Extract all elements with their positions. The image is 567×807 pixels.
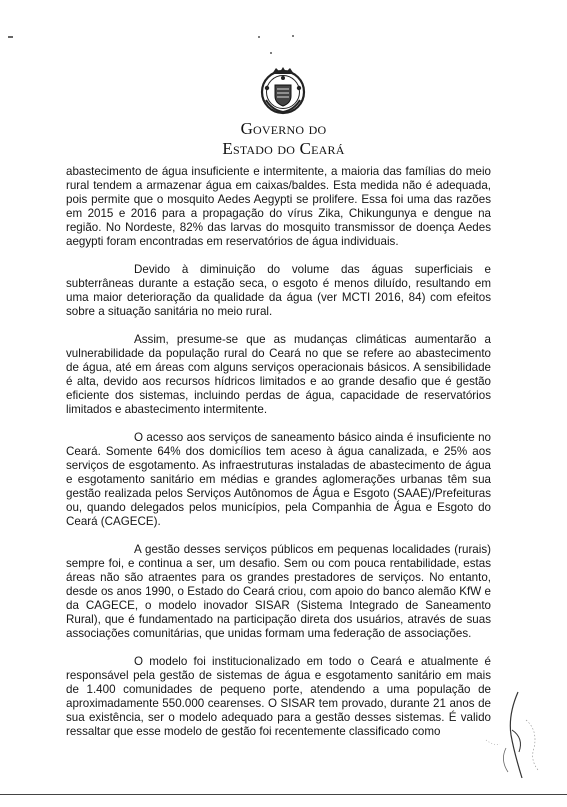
header-state: Estado do Ceará <box>222 139 345 158</box>
paragraph-1: abastecimento de água insuficiente e intermitente, a maioria das famílias do meio rural tendem a armazenar água em caixas/baldes. Esta medida não é adequada, pois permite que o mosquito Aedes Aegypti se prolifere. Essa foi uma das razões em 2015 e 2016 para a propagação do vírus Zika, Chikungunya e dengue na região. No Nordeste, 82% das larvas do mosquito transmissor de doença Aedes aegypti foram encontradas em reservatórios de água individuais. <box>66 165 491 248</box>
paragraph-2: Devido à diminuição do volume das águas superficiais e subterrâneas durante a estação seca, o esgoto é menos diluído, resultando em uma maior deterioração da qualidade da água (ver MCTI 2016, 84) com efeitos sobre a situação sanitária no meio rural. <box>66 263 491 318</box>
scan-speck <box>292 35 294 37</box>
scan-speck <box>258 36 260 38</box>
paragraph-6: O modelo foi institucionalizado em todo o Ceará e atualmente é responsável pela gestão de sistemas de água e esgotamento sanitário em mais de 1.400 comunidades de pequeno porte, atendendo a uma população de aproximadamente 550.000 cearenses. O SISAR tem provado, durante 21 anos de sua existência, ser o modelo adequado para a gestão desses sistemas. É valido ressaltar que esse modelo de gestão foi recentemente classificado como <box>66 655 491 738</box>
document-body <box>66 165 491 753</box>
scan-mark <box>8 36 13 38</box>
paragraph-3: Assim, presume-se que as mudanças climáticas aumentarão a vulnerabilidade da população rural do Ceará no que se refere ao abastecimento de água, até em áreas com alguns serviços operacionais básicos. A sensibilidade é alta, devido aos recursos hídricos limitados e ao grande desafio que é gestão eficiente dos sistemas, incluindo perdas de água, capacidade de reservatórios limitados e abastecimento intermitente. <box>66 333 491 416</box>
header-government: Governo do <box>240 119 327 138</box>
page-bottom-edge <box>0 794 567 795</box>
paragraph-4: O acesso aos serviços de saneamento básico ainda é insuficiente no Ceará. Somente 64% dos domicílios tem aceso à água canalizada, e 25% aos serviços de esgotamento. As infraestruturas instaladas de abastecimento de água e esgotamento sanitário em médias e grandes aglomerações urbanas têm sua gestão realizada pelos Serviços Autônomos de Água e Esgoto (SAAE)/Prefeituras ou, quando delegados pelos municípios, pela Companhia de Água e Esgoto do Ceará (CAGECE). <box>66 431 491 528</box>
paragraph-5: A gestão desses serviços públicos em pequenas localidades (rurais) sempre foi, e continua a ser, um desafio. Sem ou com pouca rentabilidade, estas áreas não são atraentes para os grandes prestadores de serviços. No entanto, desde os anos 1990, o Estado do Ceará criou, com apoio do banco alemão KfW e da CAGECE, o modelo inovador SISAR (Sistema Integrado de Saneamento Rural), que é fundamentado na participação direta dos usuários, através de suas associações comunitárias, que unidas formam uma federação de associações. <box>66 543 491 640</box>
state-coat-of-arms-icon <box>258 66 308 116</box>
handwritten-signature <box>478 690 548 785</box>
scan-speck <box>270 52 272 54</box>
